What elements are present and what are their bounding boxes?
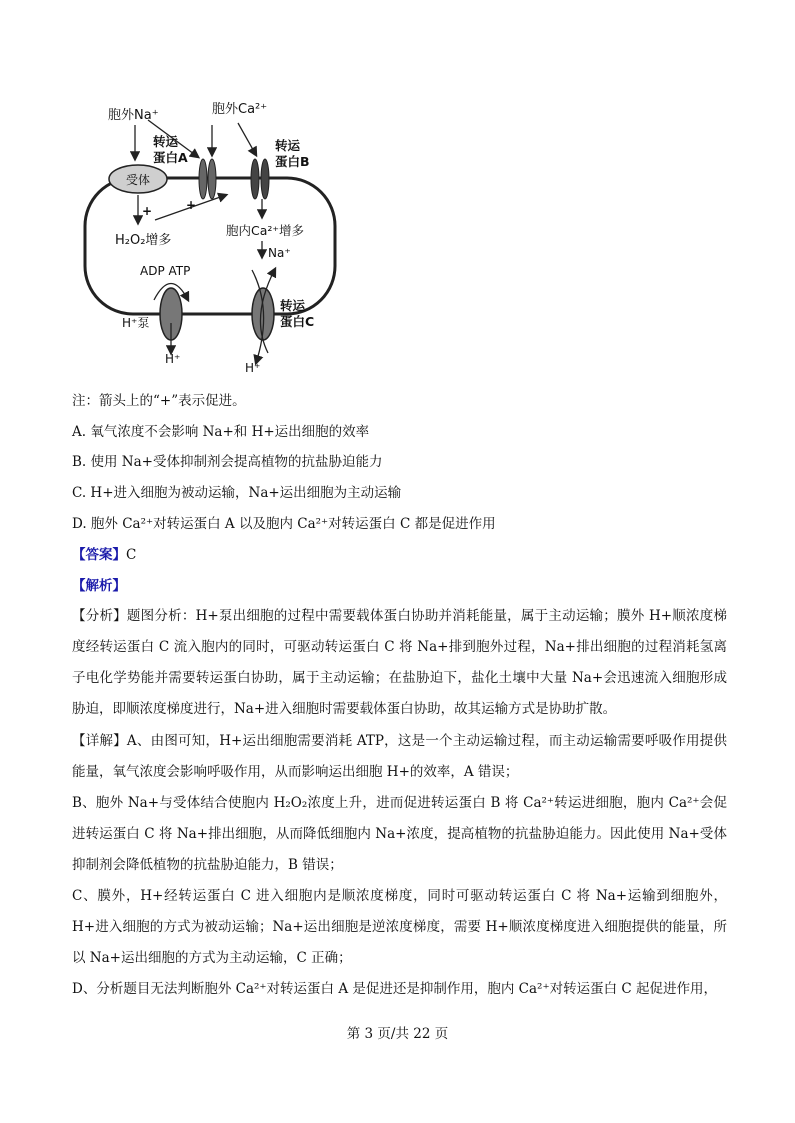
fenxi-paragraph xyxy=(72,601,727,725)
label-plus-1: + xyxy=(142,204,153,218)
diagram-svg xyxy=(80,95,350,380)
option-d: D. 胞外 Ca²⁺对转运蛋白 A 以及胞内 Ca²⁺对转运蛋白 C 都是促进作用 xyxy=(72,516,496,532)
answer-line xyxy=(72,545,136,565)
label-na-out: 胞外Na⁺ xyxy=(108,108,159,123)
transporter-a-left xyxy=(199,159,207,199)
xiangjie-a-paragraph xyxy=(72,726,727,788)
option-a: A. 氧气浓度不会影响 Na+和 H+运出细胞的效率 xyxy=(72,424,370,440)
xiangjie-tag: 【详解】 xyxy=(72,733,127,749)
transporter-a-right xyxy=(208,159,216,199)
label-transporter-c-1: 转运 xyxy=(280,298,306,313)
label-transporter-b-1: 转运 xyxy=(275,138,301,153)
fenxi-text: 题图分析：H+泵出细胞的过程中需要载体蛋白协助并消耗能量，属于主动运输；膜外 H+顺浓度梯度经转运蛋白 C 流入胞内的同时，可驱动转运蛋白 C 将 Na+排到胞外过程，Na+排出细胞的过程消耗氢离子电化学势能并需要转运蛋白协助，属于主动运输；在盐胁迫下，盐化土壤中大量 Na+会迅速流入细胞形成胁迫，即顺浓度梯度进行，Na+进入细胞时需要载体蛋白协助，故其运输方式是协助扩散。 xyxy=(72,608,727,717)
label-h-pump: H⁺泵 xyxy=(122,316,150,330)
label-h2o2: H₂O₂增多 xyxy=(115,233,172,248)
answer-value: C xyxy=(126,547,137,563)
page-footer: 第 3 页/共 22 页 xyxy=(346,1026,449,1042)
label-transporter-a-1: 转运 xyxy=(153,134,179,149)
xiangjie-d-paragraph: D、分析题目无法判断胞外 Ca²⁺对转运蛋白 A 是促进还是抑制作用，胞内 Ca²⁺对转运蛋白 C 起促进作用， xyxy=(72,981,717,997)
analysis-heading xyxy=(72,576,126,596)
receptor-label: 受体 xyxy=(125,173,151,187)
transporter-b-left xyxy=(251,159,259,199)
cell-transport-diagram xyxy=(80,95,350,380)
fenxi-tag: 【分析】 xyxy=(72,608,127,624)
figure-note: 注：箭头上的“+”表示促进。 xyxy=(72,393,246,409)
label-adp-atp: ADP ATP xyxy=(140,264,191,278)
label-transporter-b-2: 蛋白B xyxy=(275,154,310,169)
label-ca-in: 胞内Ca²⁺增多 xyxy=(226,223,304,238)
label-transporter-a-2: 蛋白A xyxy=(153,150,188,165)
xiangjie-a-text: A、由图可知，H+运出细胞需要消耗 ATP，这是一个主动运输过程，而主动运输需要呼吸作用提供能量，氧气浓度会影响呼吸作用，从而影响运出细胞 H+的效率，A 错误； xyxy=(72,733,728,780)
answer-tag: 【答案】 xyxy=(72,547,126,563)
label-h-out-2: H⁺ xyxy=(245,361,261,375)
option-b: B. 使用 Na+受体抑制剂会提高植物的抗盐胁迫能力 xyxy=(72,454,383,470)
label-h-out-1: H⁺ xyxy=(165,352,181,366)
label-na-in: Na⁺ xyxy=(268,246,291,260)
xiangjie-b-paragraph: B、胞外 Na+与受体结合使胞内 H₂O₂浓度上升，进而促进转运蛋白 B 将 Ca²⁺转运进细胞，胞内 Ca²⁺会促进转运蛋白 C 将 Na+排出细胞，从而降低细胞内 Na+浓度，提高植物的抗盐胁迫能力。因此使用 Na+受体抑制剂会降低植物的抗盐胁迫能力，B 错误； xyxy=(72,795,727,873)
transporter-b-right xyxy=(261,159,269,199)
analysis-tag: 【解析】 xyxy=(72,578,126,594)
label-ca-out: 胞外Ca²⁺ xyxy=(212,102,268,117)
label-plus-2: + xyxy=(186,198,197,212)
xiangjie-c-paragraph: C、膜外，H+经转运蛋白 C 进入细胞内是顺浓度梯度，同时可驱动转运蛋白 C 将 Na+运输到细胞外，H+进入细胞的方式为被动运输；Na+运出细胞是逆浓度梯度，需要 H+顺浓度梯度进入细胞提供的能量，所以 Na+运出细胞的方式为主动运输，C 正确； xyxy=(72,888,727,966)
label-transporter-c-2: 蛋白C xyxy=(280,314,315,329)
option-c: C. H+进入细胞为被动运输，Na+运出细胞为主动运输 xyxy=(72,485,402,501)
